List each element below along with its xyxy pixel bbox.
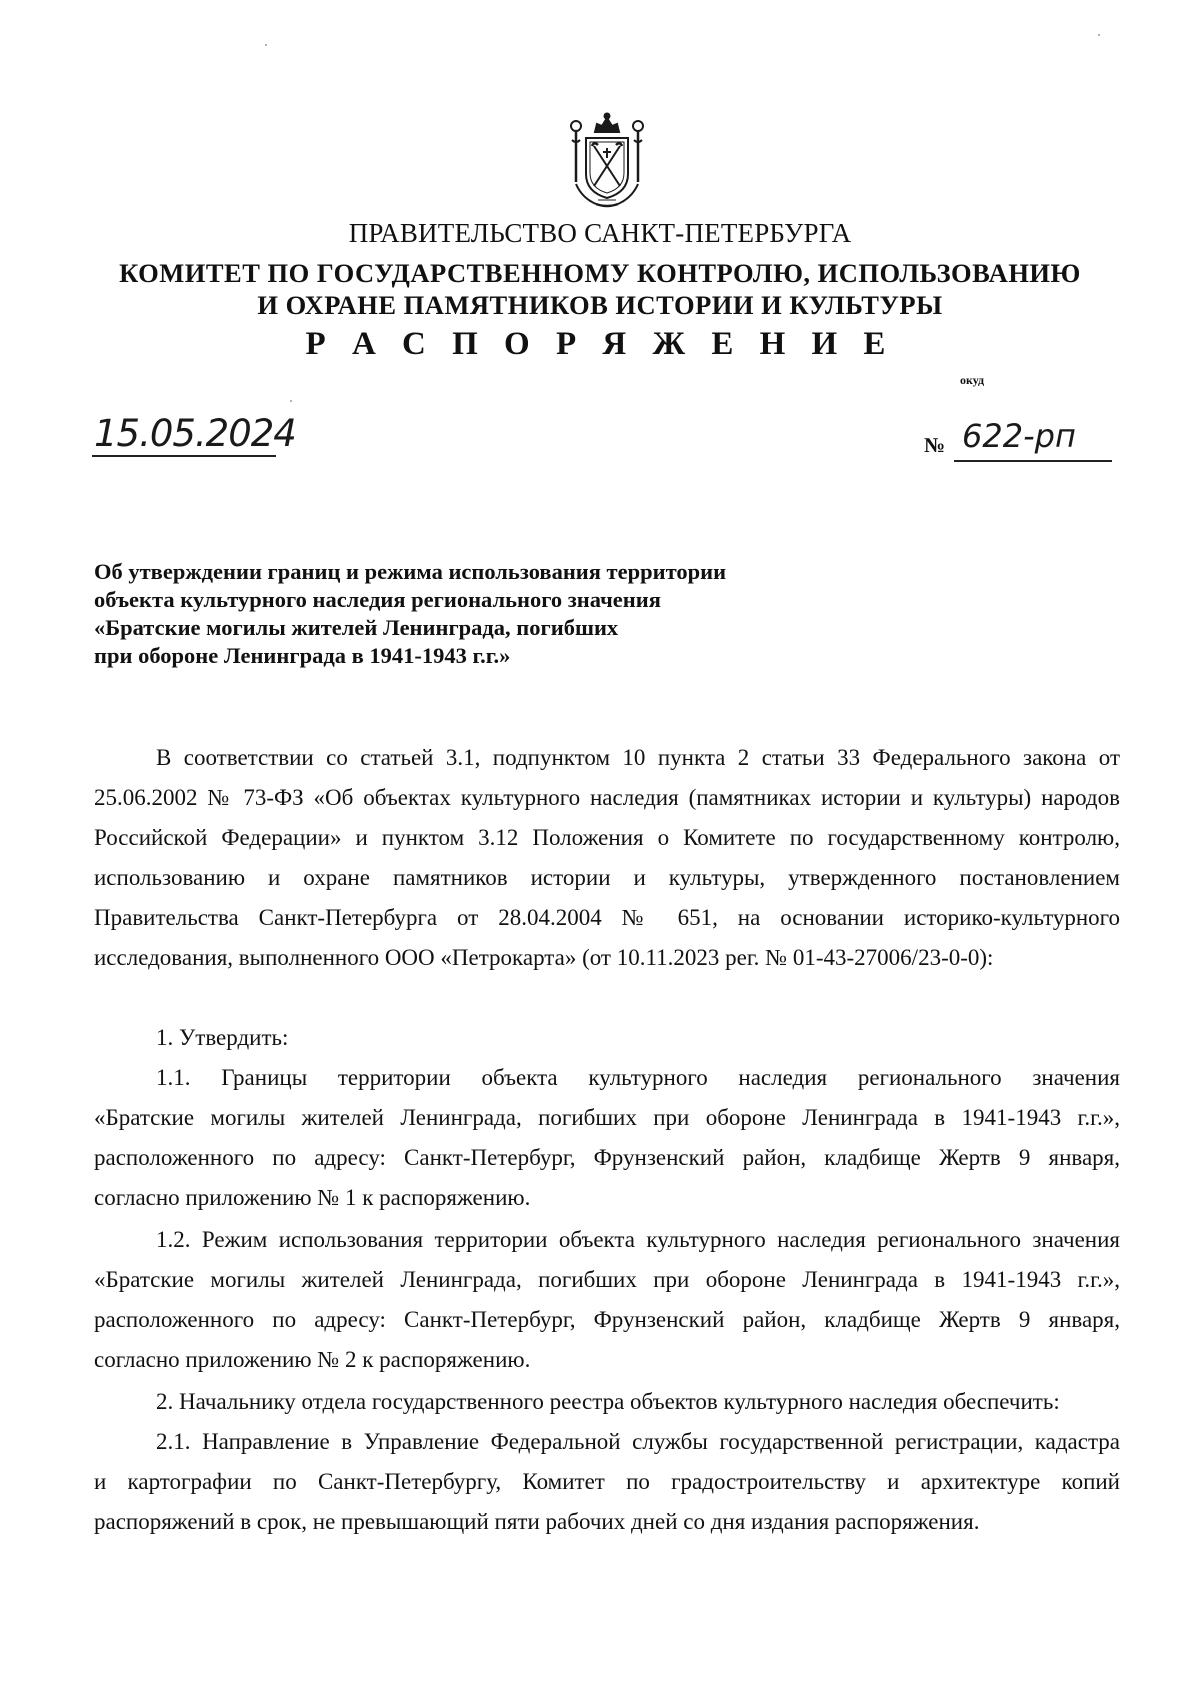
item-2-1 (94, 1422, 1120, 1542)
scan-speck (265, 44, 267, 46)
committee-name-line2: И ОХРАНЕ ПАМЯТНИКОВ ИСТОРИИ И КУЛЬТУРЫ (257, 290, 943, 320)
paragraph-line: и картографии по Санкт-Петербургу, Комитет по градостроительству и архитектуре копий (94, 1469, 1120, 1494)
item-1-1 (94, 1058, 1120, 1218)
subject-line: «Братские могилы жителей Ленинграда, погибших (94, 615, 619, 640)
paragraph-line: «Братские могилы жителей Ленинграда, погибших при обороне Ленинграда в 1941-1943 г.г.», (94, 1267, 1120, 1292)
paragraph-line: 1. Утвердить: (156, 1025, 289, 1050)
scan-speck (290, 400, 292, 402)
paragraph-line: распоряжений в срок, не превышающий пяти рабочих дней со дня издания распоряжения. (94, 1509, 980, 1534)
item-1 (94, 1018, 1120, 1058)
subject-line: Об утверждении границ и режима использования территории (94, 559, 727, 584)
paragraph-line: расположенного по адресу: Санкт-Петербург, Фрунзенский район, кладбище Жертв 9 января, (94, 1145, 1120, 1170)
subject-line: объекта культурного наследия регионального значения (94, 587, 661, 612)
paragraph-line: исследования, выполненного ООО «Петрокарта» (от 10.11.2023 рег. № 01-43-27006/23-0-0): (94, 945, 994, 970)
intro-paragraph (94, 738, 1120, 978)
paragraph-line: согласно приложению № 1 к распоряжению. (94, 1185, 531, 1210)
date-underline (92, 455, 276, 457)
paragraph-line: Правительства Санкт-Петербурга от 28.04.2004 № 651, на основании историко-культурного (94, 905, 1120, 930)
scan-speck (1098, 34, 1100, 36)
paragraph-line: Российской Федерации» и пунктом 3.12 Положения о Комитете по государственному контролю, (94, 825, 1120, 850)
paragraph-line: использованию и охране памятников истории и культуры, утвержденного постановлением (94, 865, 1120, 890)
item-1-2 (94, 1220, 1120, 1380)
paragraph-line: 2.1. Направление в Управление Федеральной службы государственной регистрации, кадастра (156, 1429, 1120, 1454)
okud-label: окуд (960, 373, 985, 387)
document-date: 15.05.2024 (94, 412, 296, 455)
document-subject (94, 558, 726, 670)
document-number: 622-рп (962, 417, 1076, 455)
paragraph-line: расположенного по адресу: Санкт-Петербург, Фрунзенский район, кладбище Жертв 9 января, (94, 1307, 1120, 1332)
item-2 (94, 1382, 1120, 1422)
paragraph-line: В соответствии со статьей 3.1, подпунктом 10 пункта 2 статьи 33 Федерального закона от (156, 745, 1120, 770)
paragraph-line: 1.2. Режим использования территории объекта культурного наследия регионального значения (156, 1227, 1120, 1252)
committee-name-line1: КОМИТЕТ ПО ГОСУДАРСТВЕННОМУ КОНТРОЛЮ, ИСПОЛЬЗОВАНИЮ (119, 258, 1081, 288)
paragraph-line: согласно приложению № 2 к распоряжению. (94, 1347, 531, 1372)
document-type-title: Р А С П О Р Я Ж Е Н И Е (305, 326, 895, 362)
government-name: ПРАВИТЕЛЬСТВО САНКТ-ПЕТЕРБУРГА (348, 218, 852, 248)
paragraph-line: «Братские могилы жителей Ленинграда, погибших при обороне Ленинграда в 1941-1943 г.г.», (94, 1105, 1120, 1130)
subject-line: при обороне Ленинграда в 1941-1943 г.г.» (94, 643, 511, 668)
coat-of-arms-emblem (568, 112, 646, 210)
paragraph-line: 25.06.2002 № 73-ФЗ «Об объектах культурного наследия (памятниках истории и культуры) народов (94, 785, 1120, 810)
paragraph-line: 2. Начальнику отдела государственного реестра объектов культурного наследия обеспечить: (156, 1389, 1060, 1414)
paragraph-line: 1.1. Границы территории объекта культурного наследия регионального значения (156, 1065, 1120, 1090)
number-underline (954, 460, 1112, 462)
number-sign: № (924, 433, 946, 457)
